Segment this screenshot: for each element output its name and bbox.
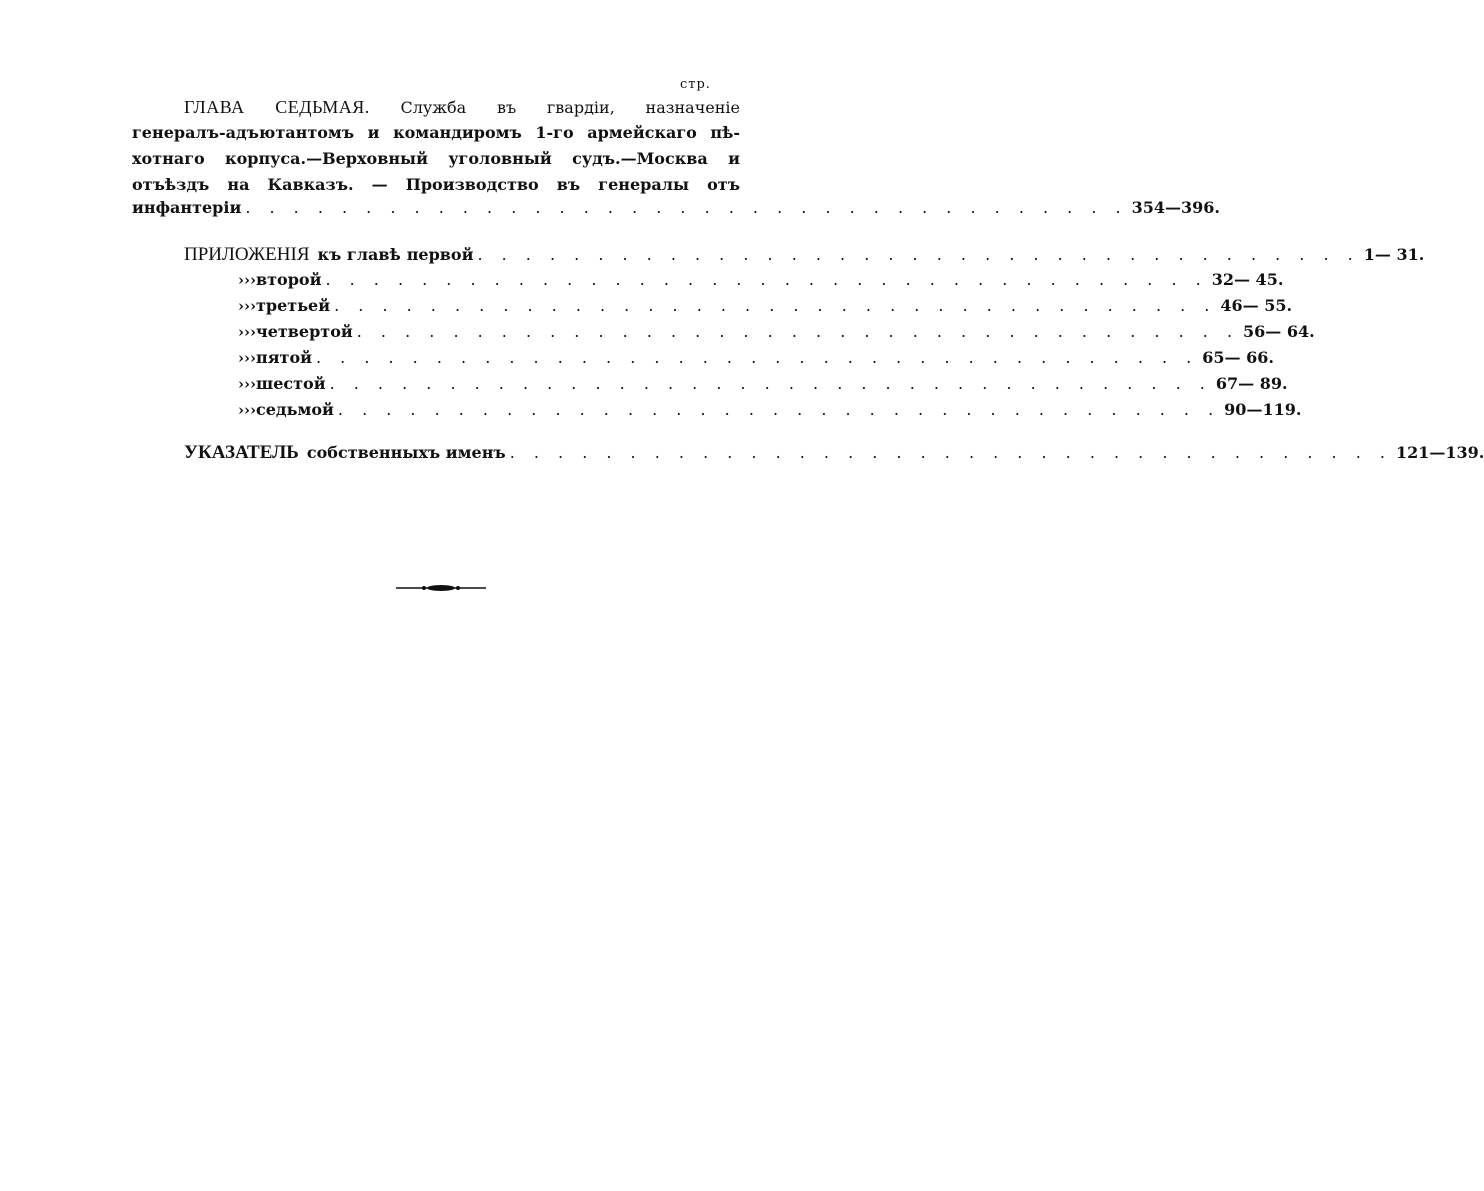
chapter-line-2: генералъ-адъютантомъ и командиромъ 1-го армейскаго пѣ-: [132, 123, 740, 142]
leader-dots: . . . . . . . . . . . . . . . . . . . . . . . . . . . . . . . . . . . . .: [325, 270, 1208, 289]
index-title: УКАЗАТЕЛЬ: [184, 442, 299, 463]
index-row: [184, 442, 1484, 468]
ditto-mark: ›: [250, 349, 256, 367]
appendix-row: [238, 270, 1284, 296]
chapter-line-3: хотнаго корпуса.—Верховный уголовный судъ.—Москва и: [132, 149, 740, 168]
ditto-mark: ›: [244, 349, 250, 367]
appendix-chapter: второй: [256, 270, 322, 289]
chapter-line-1-text: Служба въ гвардіи, назначеніе: [400, 98, 740, 117]
ditto-mark: ›: [250, 375, 256, 393]
leader-dots: . . . . . . . . . . . . . . . . . . . . . . . . . . . . . . . . . . . . .: [245, 198, 1128, 217]
ornament-divider-icon: [396, 581, 486, 595]
index-pages: 121—139.: [1395, 443, 1484, 462]
ditto-mark: ›: [238, 401, 244, 419]
appendix-pages: 1— 31.: [1363, 245, 1425, 264]
chapter-line-5: инфантеріи: [132, 198, 242, 217]
chapter-pages: 354—396.: [1131, 198, 1220, 217]
chapter-line-4: отъѣздъ на Кавказъ. — Производство въ генералы отъ: [132, 175, 740, 194]
appendix-pages: 65— 66.: [1202, 348, 1274, 367]
appendix-row: [238, 348, 1274, 374]
ditto-mark: ›: [250, 297, 256, 315]
appendix-chapter: пятой: [256, 348, 312, 367]
appendix-chapter: четвертой: [256, 322, 353, 341]
ditto-mark: ›: [244, 323, 250, 341]
leader-dots: . . . . . . . . . . . . . . . . . . . . . . . . . . . . . . . . . . . . .: [337, 400, 1221, 419]
appendix-pages: 67— 89.: [1215, 374, 1288, 393]
ditto-mark: ›: [250, 401, 256, 419]
leader-dots: . . . . . . . . . . . . . . . . . . . . . . . . . . . . . . . . . . . . .: [356, 322, 1240, 341]
leader-dots: . . . . . . . . . . . . . . . . . . . . . . . . . . . . . . . . . . . . .: [334, 296, 1217, 315]
appendices-title: ПРИЛОЖЕНІЯ: [184, 244, 310, 265]
chapter-final-line: [132, 198, 1220, 224]
appendix-pages: 46— 55.: [1220, 296, 1293, 315]
ditto-mark: ›: [244, 297, 250, 315]
chapter-line-1: [132, 94, 740, 120]
appendix-chapter: третьей: [256, 296, 331, 315]
ditto-mark: ›: [250, 323, 256, 341]
ditto-mark: ›: [244, 401, 250, 419]
appendix-row: [238, 374, 1288, 400]
leader-dots: . . . . . . . . . . . . . . . . . . . . . . . . . . . . . . . . . . . . .: [477, 245, 1360, 264]
leader-dots: . . . . . . . . . . . . . . . . . . . . . . . . . . . . . . . . . . . . .: [509, 443, 1392, 462]
appendix-chapter: первой: [406, 245, 474, 264]
ditto-mark: ›: [244, 271, 250, 289]
ditto-mark: ›: [238, 297, 244, 315]
appendix-chapter: седьмой: [256, 400, 334, 419]
index-rest: собственныхъ именъ: [306, 443, 506, 462]
appendix-prefix: къ главѣ: [317, 245, 401, 264]
appendix-chapter: шестой: [256, 374, 326, 393]
chapter-seven-entry: [132, 94, 740, 198]
ditto-mark: ›: [238, 271, 244, 289]
ditto-mark: ›: [238, 349, 244, 367]
appendix-row: [184, 244, 1425, 270]
leader-dots: . . . . . . . . . . . . . . . . . . . . . . . . . . . . . . . . . . . . .: [315, 348, 1199, 367]
appendix-pages: 90—119.: [1224, 400, 1302, 419]
appendix-pages: 56— 64.: [1243, 322, 1315, 341]
appendix-row: [238, 296, 1293, 322]
ditto-mark: ›: [250, 271, 256, 289]
ditto-mark: ›: [244, 375, 250, 393]
chapter-heading: ГЛАВА СЕДЬМАЯ.: [184, 97, 370, 117]
appendix-row: [238, 400, 1302, 426]
ditto-mark: ›: [238, 323, 244, 341]
ditto-mark: ›: [238, 375, 244, 393]
leader-dots: . . . . . . . . . . . . . . . . . . . . . . . . . . . . . . . . . . . . .: [329, 374, 1212, 393]
pages-column-label: стр.: [680, 77, 711, 92]
appendix-row: [238, 322, 1315, 348]
appendix-pages: 32— 45.: [1211, 270, 1284, 289]
